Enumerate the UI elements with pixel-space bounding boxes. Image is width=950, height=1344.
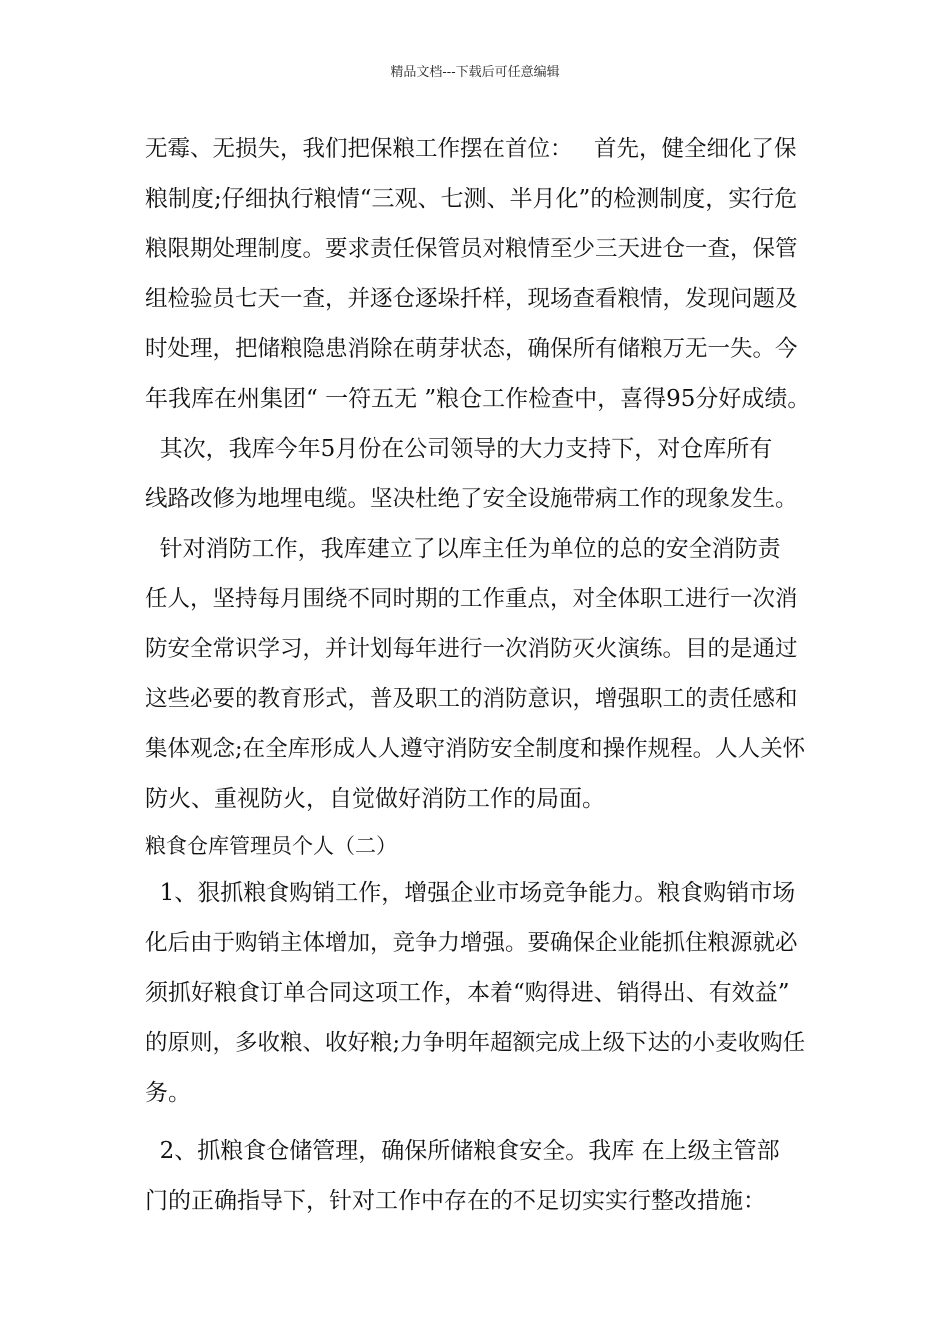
text-line: 集体观念;在全库形成人人遵守消防安全制度和操作规程。人人关怀	[145, 736, 806, 762]
document-body	[145, 124, 810, 1226]
text-line: 任人，坚持每月围绕不同时期的工作重点，对全体职工进行一次消	[145, 586, 798, 612]
text-line: 须抓好粮食订单合同这项工作，本着“购得进、销得出、有效益”	[145, 980, 790, 1006]
text-line: 无霉、无损失，我们把保粮工作摆在首位： 首先，健全细化了保	[145, 136, 797, 162]
text-line: 时处理，把储粮隐患消除在萌芽状态，确保所有储粮万无一失。今	[145, 336, 798, 362]
text-line: 组检验员七天一查，并逐仓逐垛扦样，现场查看粮情，发现问题及	[145, 286, 798, 312]
text-line: 2、抓粮食仓储管理，确保所储粮食安全。我库 在上级主管部	[145, 1138, 780, 1164]
section-heading: 粮食仓库管理员个人（二）	[145, 834, 397, 858]
text-line: 化后由于购销主体增加，竞争力增强。要确保企业能抓住粮源就必	[145, 930, 798, 956]
paragraph-spacer	[145, 1118, 810, 1126]
text-line: 粮限期处理制度。要求责任保管员对粮情至少三天进仓一查，保管	[145, 236, 798, 262]
text-line: 防安全常识学习，并计划每年进行一次消防灭火演练。目的是通过	[145, 636, 798, 662]
paragraph	[145, 868, 810, 1118]
paragraph	[145, 524, 810, 824]
text-line: 这些必要的教育形式，普及职工的消防意识，增强职工的责任感和	[145, 686, 798, 712]
text-line: 1、狠抓粮食购销工作，增强企业市场竞争能力。粮食购销市场	[145, 880, 796, 906]
text-line: 防火、重视防火，自觉做好消防工作的局面。	[145, 786, 605, 812]
paragraph	[145, 1126, 810, 1226]
text-line: 粮制度;仔细执行粮情“三观、七测、半月化”的检测制度，实行危	[145, 186, 798, 212]
text-line: 务。	[145, 1080, 191, 1106]
text-line: 其次，我库今年5月份在公司领导的大力支持下，对仓库所有	[145, 436, 773, 462]
text-line: 的原则，多收粮、收好粮;力争明年超额完成上级下达的小麦收购任	[145, 1030, 806, 1056]
paragraph	[145, 424, 810, 524]
text-line: 门的正确指导下，针对工作中存在的不足切实实行整改措施：	[145, 1188, 766, 1214]
text-line: 年我库在州集团“ 一符五无 ”粮仓工作检查中，喜得95分好成绩。	[145, 386, 811, 412]
text-line: 针对消防工作，我库建立了以库主任为单位的总的安全消防责	[145, 536, 781, 562]
text-line: 线路改修为地埋电缆。坚决杜绝了安全设施带病工作的现象发生。	[145, 486, 798, 512]
paragraph	[145, 124, 810, 424]
page-header: 精品文档---下载后可任意编辑	[390, 65, 560, 80]
